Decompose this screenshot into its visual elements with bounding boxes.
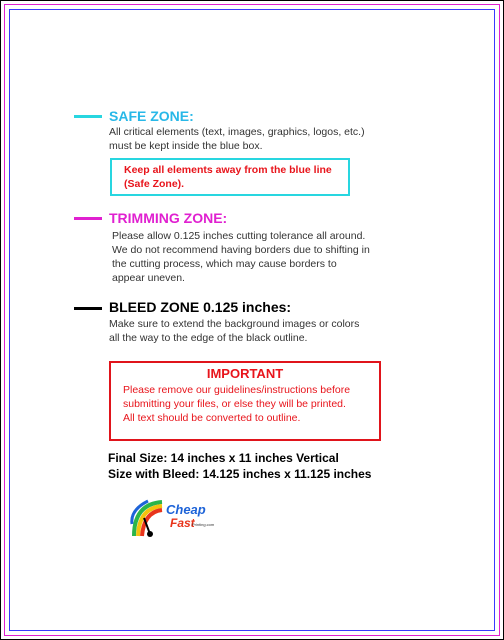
bleed-zone-title: BLEED ZONE 0.125 inches:: [109, 299, 292, 315]
trimming-zone-description: [112, 229, 370, 285]
important-box: [109, 361, 381, 441]
bleed-size: Size with Bleed: 14.125 inches x 11.125 inches: [108, 467, 372, 481]
important-line2: submitting your files, or else they will be printed.: [123, 398, 346, 410]
logo-word-printing: Printing.com: [192, 522, 215, 527]
trimming-zone-line1: Please allow 0.125 inches cutting tolerance all around.: [112, 230, 366, 242]
logo-word-fast: Fast: [170, 516, 195, 530]
safe-zone-note-line1: Keep all elements away from the blue line: [124, 164, 332, 176]
safe-zone-swatch: [74, 115, 102, 118]
bleed-zone-line1: Make sure to extend the background images or colors: [109, 318, 360, 330]
cheap-fast-printing-logo: [128, 496, 238, 544]
bleed-zone-line2: all the way to the edge of the black outline.: [109, 332, 308, 344]
trimming-zone-title: TRIMMING ZONE:: [109, 210, 228, 226]
bleed-zone-description: [109, 317, 359, 345]
size-info: [108, 450, 371, 482]
trimming-zone-line4: appear uneven.: [112, 272, 185, 284]
safe-zone-note-box: [110, 158, 350, 196]
logo-word-cheap: Cheap: [166, 502, 206, 517]
safe-zone-note-line2: (Safe Zone).: [124, 178, 185, 190]
safe-zone-line2: must be kept inside the blue box.: [109, 140, 263, 152]
important-line1: Please remove our guidelines/instructions before: [123, 384, 351, 396]
trimming-zone-line2: We do not recommend having borders due to shifting in: [112, 244, 370, 256]
important-body: [111, 383, 379, 425]
safe-zone-description: [109, 125, 365, 153]
important-line3: All text should be converted to outline.: [123, 412, 301, 424]
bleed-zone-swatch: [74, 307, 102, 310]
trimming-zone-swatch: [74, 217, 102, 220]
safe-zone-title: SAFE ZONE:: [109, 108, 194, 124]
trimming-zone-line3: the cutting process, which may cause borders to: [112, 258, 337, 270]
safe-zone-line1: All critical elements (text, images, graphics, logos, etc.): [109, 126, 365, 138]
important-title: IMPORTANT: [206, 366, 284, 381]
final-size: Final Size: 14 inches x 11 inches Vertical: [108, 451, 339, 465]
